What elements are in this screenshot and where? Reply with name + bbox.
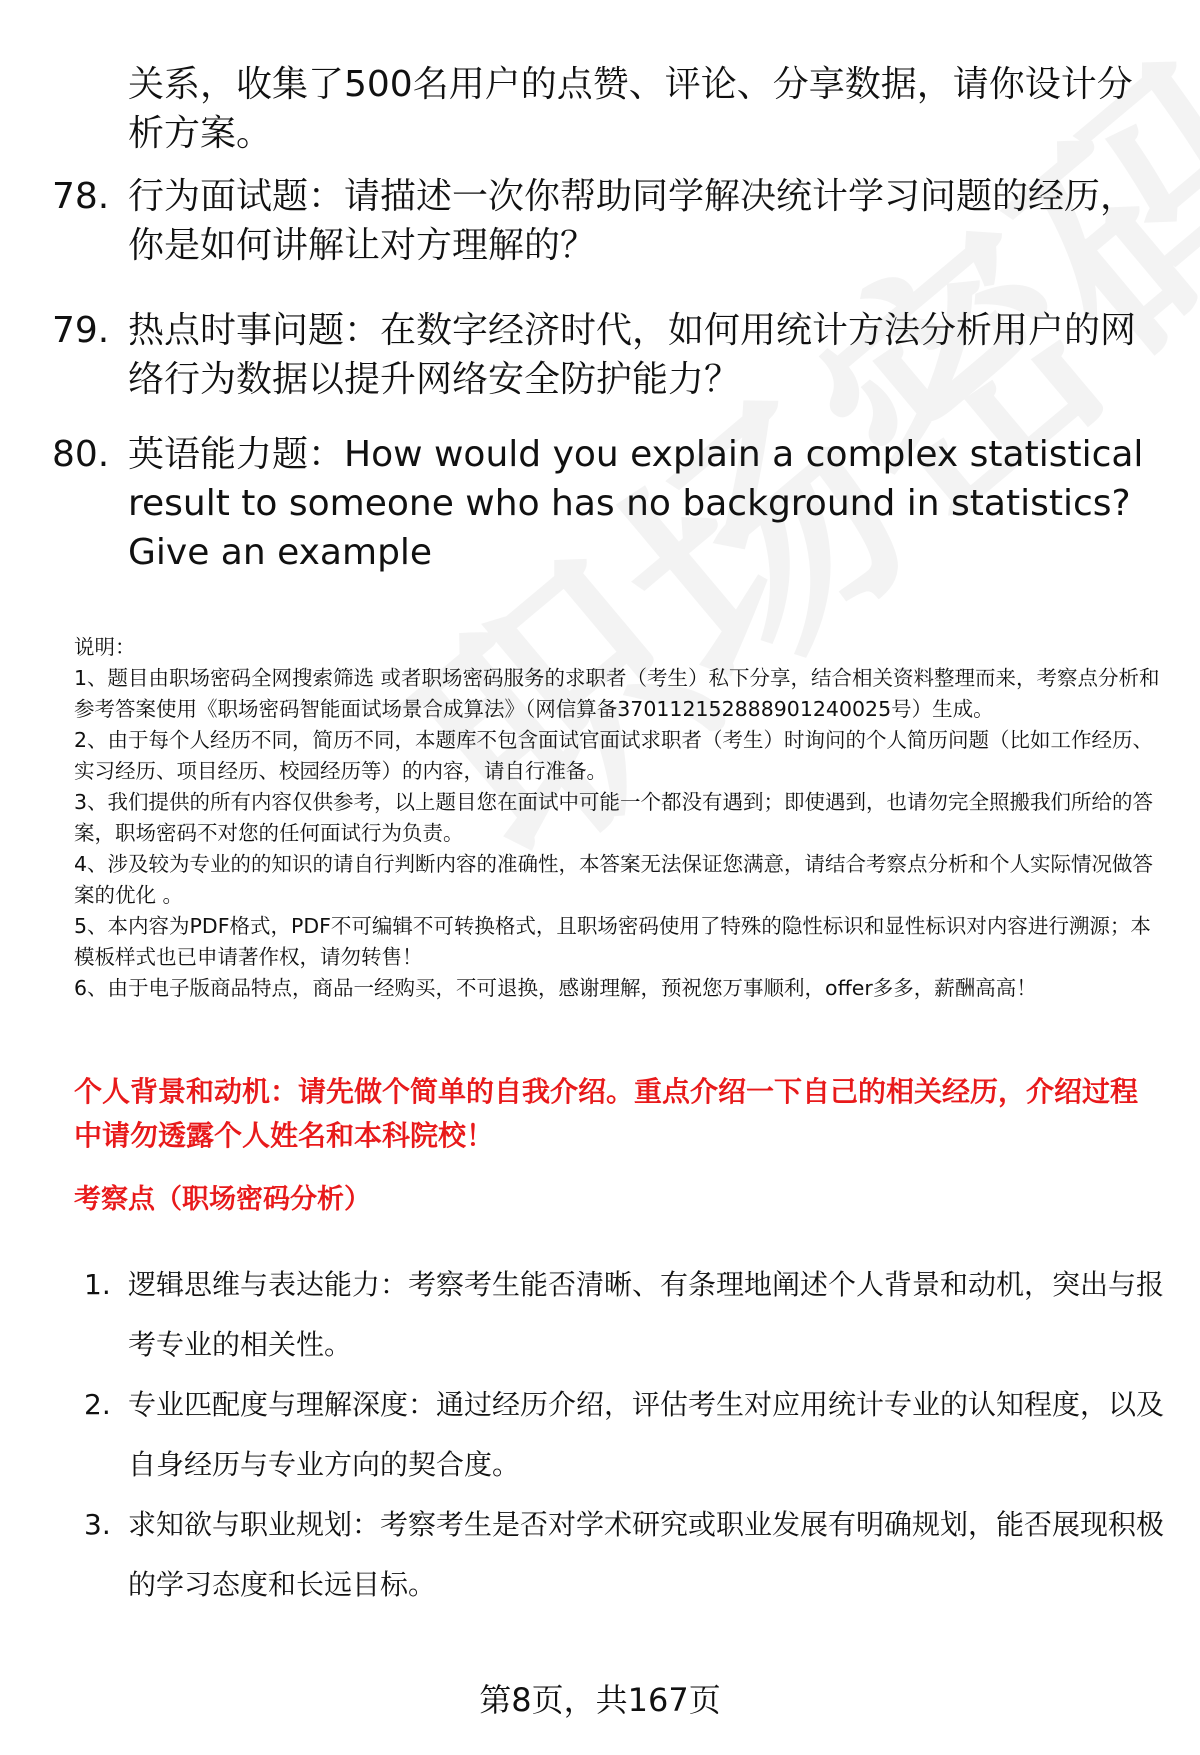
question-number: 78. xyxy=(52,176,110,217)
notes-section xyxy=(74,632,1164,1004)
question-continued xyxy=(52,60,1152,158)
note-item: 5、本内容为PDF格式，PDF不可编辑不可转换格式，且职场密码使用了特殊的隐性标识和显性标识对内容进行溯源；本模板样式也已申请著作权，请勿转售！ xyxy=(74,914,1151,969)
analysis-item xyxy=(84,1495,1164,1615)
question-number: 79. xyxy=(52,310,110,351)
page-footer: 第8页，共167页 xyxy=(479,1681,721,1719)
question-text: 英语能力题：How would you explain a complex statistical result to someone who has no background in statistics? Give an example xyxy=(128,434,1144,573)
question-79 xyxy=(52,306,1152,404)
analysis-list xyxy=(84,1255,1164,1615)
question-78 xyxy=(52,172,1152,270)
note-item: 1、题目由职场密码全网搜索筛选 或者职场密码服务的求职者（考生）私下分享，结合相关资料整理而来，考察点分析和参考答案使用《职场密码智能面试场景合成算法》（网信算备370112152888901240025号）生成。 xyxy=(74,666,1160,721)
item-text: 求知欲与职业规划：考察考生是否对学术研究或职业发展有明确规划，能否展现积极的学习态度和长远目标。 xyxy=(128,1508,1165,1601)
question-text: 热点时事问题：在数字经济时代，如何用统计方法分析用户的网络行为数据以提升网络安全防护能力？ xyxy=(128,310,1137,400)
note-item: 2、由于每个人经历不同，简历不同，本题库不包含面试官面试求职者（考生）时询问的个人简历问题（比如工作经历、实习经历、项目经历、校园经历等）的内容，请自行准备。 xyxy=(74,728,1154,783)
item-number: 2. xyxy=(84,1388,111,1421)
question-text: 行为面试题：请描述一次你帮助同学解决统计学习问题的经历，你是如何讲解让对方理解的？ xyxy=(128,176,1137,266)
question-number: 80. xyxy=(52,434,110,475)
note-item: 4、涉及较为专业的的知识的请自行判断内容的准确性，本答案无法保证您满意，请结合考察点分析和个人实际情况做答案的优化 。 xyxy=(74,852,1154,907)
note-item: 3、我们提供的所有内容仅供参考，以上题目您在面试中可能一个都没有遇到；即使遇到，也请勿完全照搬我们所给的答案，职场密码不对您的任何面试行为负责。 xyxy=(74,790,1154,845)
question-80 xyxy=(52,430,1152,577)
question-text: 关系，收集了500名用户的点赞、评论、分享数据，请你设计分析方案。 xyxy=(128,64,1133,154)
question-heading: 个人背景和动机：请先做个简单的自我介绍。重点介绍一下自己的相关经历，介绍过程中请勿透露个人姓名和本科院校！ xyxy=(74,1075,1139,1152)
item-text: 专业匹配度与理解深度：通过经历介绍，评估考生对应用统计专业的认知程度，以及自身经历与专业方向的契合度。 xyxy=(128,1388,1165,1481)
note-item: 6、由于电子版商品特点，商品一经购买，不可退换，感谢理解，预祝您万事顺利，offer多多，薪酬高高！ xyxy=(74,976,1037,1000)
analysis-heading: 考察点（职场密码分析） xyxy=(74,1184,371,1215)
notes-title: 说明： xyxy=(74,635,136,659)
analysis-item xyxy=(84,1375,1164,1495)
analysis-item xyxy=(84,1255,1164,1375)
item-number: 3. xyxy=(84,1508,111,1541)
item-text: 逻辑思维与表达能力：考察考生能否清晰、有条理地阐述个人背景和动机，突出与报考专业的相关性。 xyxy=(128,1268,1165,1361)
item-number: 1. xyxy=(84,1268,111,1301)
